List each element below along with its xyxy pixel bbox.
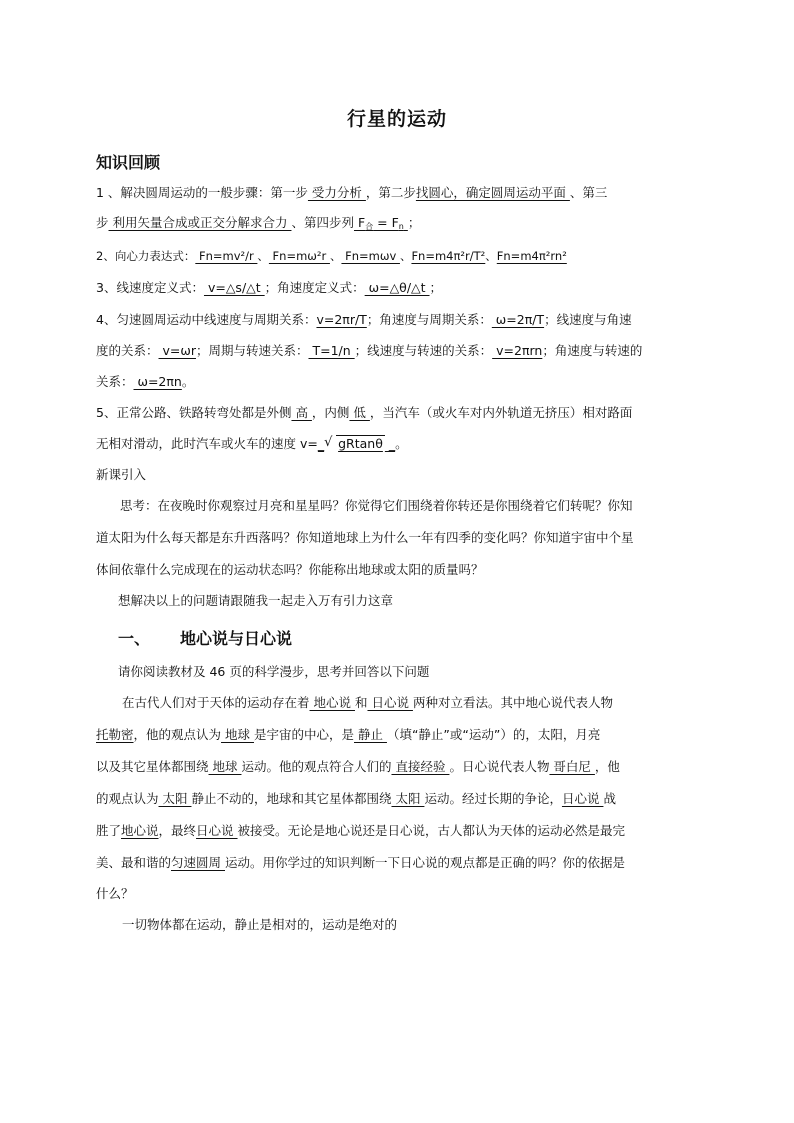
section1-line3: 以及其它星体都围绕 地球 运动。他的观点符合人们的 直接经验 。日心说代表人物 哥白尼 ，他 xyxy=(96,759,620,774)
answer-blank: 静止 xyxy=(354,727,387,742)
answer-blank: 地心说 xyxy=(121,823,159,838)
answer-blank: 找圆心，确定圆周运动平面 xyxy=(415,185,570,200)
intro-follow: 想解决以上的问题请跟随我一起走入万有引力这章 xyxy=(118,593,394,608)
formula-blank: Fn=m4π²rn² xyxy=(496,249,567,263)
section1-line2: 托勒密，他的观点认为 地球 是宇宙的中心，是 静止 （填“静止”或“运动”）的，太阳，月亮 xyxy=(96,727,601,742)
answer-blank: 低 xyxy=(349,405,370,420)
formula-blank: Fn=mv²/r xyxy=(195,249,258,263)
answer-blank: ω=2π/T xyxy=(491,312,545,327)
answer-blank: v=△s/△t xyxy=(203,280,265,295)
answer-blank: v=2πrn xyxy=(492,343,543,358)
formula-blank: Fn=m4π²r/T² xyxy=(411,249,486,263)
review-q1-line1: 1 、解决圆周运动的一般步骤：第一步 受力分析 ，第二步找圆心，确定圆周运动平面 、第三 xyxy=(96,185,608,200)
section1-line7: 什么？ xyxy=(96,886,134,901)
section1-line4: 的观点认为 太阳 静止不动的，地球和其它星体都围绕 太阳 运动。经过长期的争论，日心说 战 xyxy=(96,791,616,806)
intro-think-line1: 思考：在夜晚时你观察过月亮和星星吗？你觉得它们围绕着你转还是你围绕着它们转呢？你知 xyxy=(120,498,633,513)
answer-blank: v=ωr xyxy=(158,343,196,358)
review-q4-line3: 关系： ω=2πn。 xyxy=(96,374,195,389)
answer-blank: 地球 xyxy=(208,759,242,774)
review-q5-line1: 5、正常公路、铁路转弯处都是外侧 高 ，内侧 低 ，当汽车（或火车对内外轨道无挤压）相对路面 xyxy=(96,405,633,420)
answer-blank: T=1/n xyxy=(308,343,355,358)
answer-blank: ω=△θ/△t xyxy=(364,280,430,295)
review-q4-line2: 度的关系： v=ωr；周期与转速关系： T=1/n ；线速度与转速的关系： v=2πrn；角速度与转速的 xyxy=(96,343,643,358)
answer-blank: $F_合 = F_n$ xyxy=(353,215,404,231)
intro-heading: 新课引入 xyxy=(96,467,147,482)
review-q4-line1: 4、匀速圆周运动中线速度与周期关系：v=2πr/T；角速度与周期关系： ω=2π/T；线速度与角速 xyxy=(96,312,632,327)
sqrt-formula: √ gRtanθ xyxy=(324,435,383,451)
review-q5-line2: 无相对滑动，此时汽车或火车的速度 v=_ √ gRtanθ _。 xyxy=(96,435,408,451)
page-title: 行星的运动 xyxy=(346,108,447,130)
answer-blank: 太阳 xyxy=(391,791,425,806)
section1-answer: 一切物体都在运动，静止是相对的，运动是绝对的 xyxy=(122,917,398,932)
review-q2: 2、向心力表达式： Fn=mv²/r 、 Fn=mω²r 、 Fn=mωv 、Fn=m4π²r/T²、Fn=m4π²rn² xyxy=(96,249,567,263)
answer-blank: v=2πr/T xyxy=(316,312,367,327)
formula-blank: Fn=mω²r xyxy=(268,249,330,263)
formula-blank: Fn=mωv xyxy=(341,249,400,263)
answer-blank: 地球 xyxy=(221,727,254,742)
answer-blank: 地心说 xyxy=(309,695,355,710)
review-q3: 3、线速度定义式： v=△s/△t ；角速度定义式： ω=△θ/△t ； xyxy=(96,280,443,295)
section1-line6: 美、最和谐的匀速圆周 运动。用你学过的知识判断一下日心说的观点都是正确的吗？你的依据是 xyxy=(96,855,626,870)
answer-blank: 日心说 xyxy=(561,791,604,806)
intro-think-line3: 体间依靠什么完成现在的运动状态吗？你能称出地球或太阳的质量吗？ xyxy=(96,562,484,577)
section1-line5: 胜了地心说，最终日心说 被接受。无论是地心说还是日心说，古人都认为天体的运动必然是最完 xyxy=(96,823,626,838)
section1-heading: 一、 地心说与日心说 xyxy=(118,629,293,648)
answer-blank: 日心说 xyxy=(196,823,238,838)
answer-blank: 受力分析 xyxy=(307,185,366,200)
answer-blank: 日心说 xyxy=(367,695,413,710)
intro-think-line2: 道太阳为什么每天都是东升西落吗？你知道地球上为什么一年有四季的变化吗？你知道宇宙中个星 xyxy=(96,530,634,545)
review-q1-line2: 步 利用矢量合成或正交分解求合力 、第四步列 $F_合 = F_n$ ； xyxy=(96,215,421,231)
section1-line1: 在古代人们对于天体的运动存在着 地心说 和 日心说 两种对立看法。其中地心说代表人物 xyxy=(122,695,613,710)
answer-blank: 直接经验 xyxy=(391,759,450,774)
answer-blank: 利用矢量合成或正交分解求合力 xyxy=(108,215,292,230)
section1-prompt: 请你阅读教材及 46 页的科学漫步，思考并回答以下问题 xyxy=(118,664,430,679)
review-heading: 知识回顾 xyxy=(96,153,161,172)
answer-blank: 匀速圆周 xyxy=(171,855,225,870)
answer-blank: ω=2πn xyxy=(133,374,182,389)
answer-blank: 太阳 xyxy=(158,791,192,806)
answer-blank: 托勒密 xyxy=(96,727,134,742)
answer-blank: 哥白尼 xyxy=(549,759,595,774)
answer-blank: 高 xyxy=(291,405,312,420)
